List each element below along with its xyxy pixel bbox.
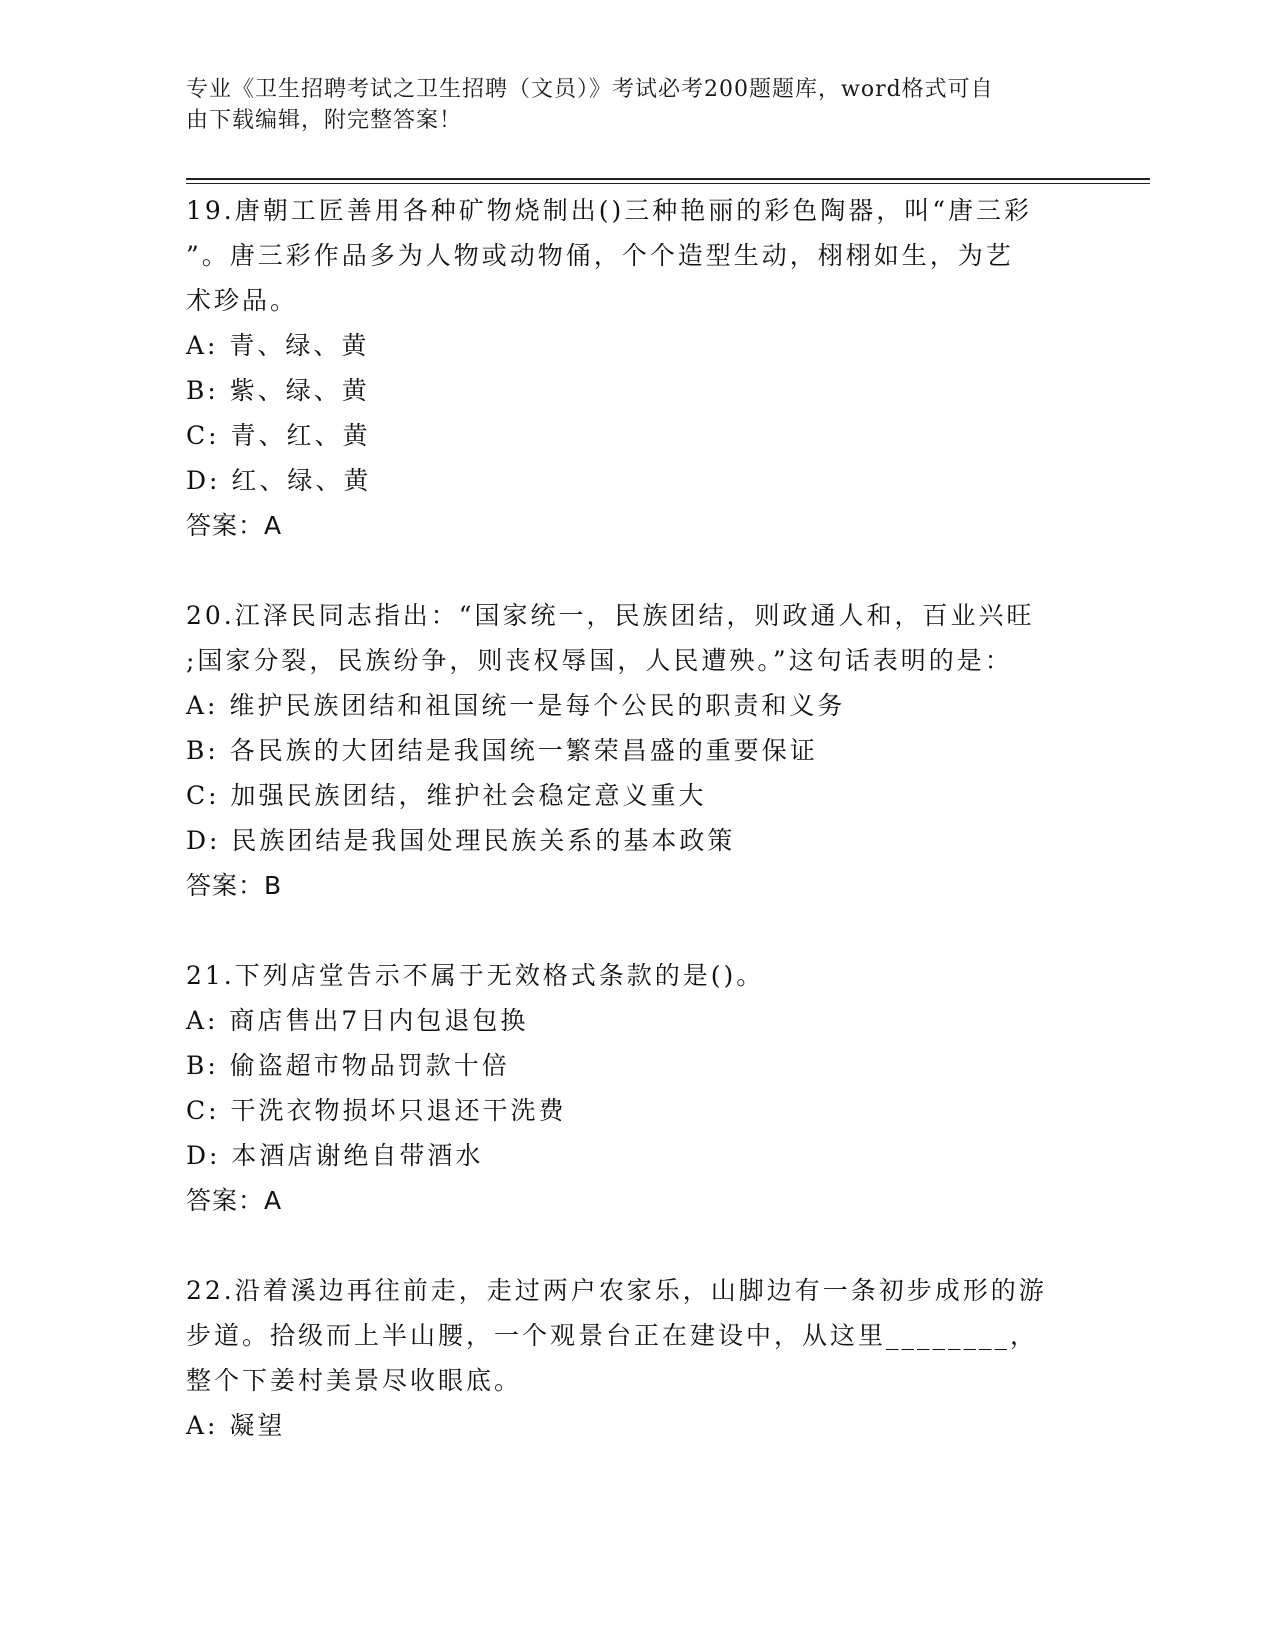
question-stem-line: ;国家分裂，民族纷争，则丧权辱国，人民遭殃。”这句话表明的是： <box>186 646 1013 675</box>
question-stem-line: 步道。拾级而上半山腰，一个观景台正在建设中，从这里________， <box>186 1321 1039 1350</box>
question-stem-line: 19.唐朝工匠善用各种矿物烧制出()三种艳丽的彩色陶器，叫“唐三彩 <box>186 196 1033 225</box>
question-stem-line: 术珍品。 <box>186 286 299 315</box>
option-b: B: 各民族的大团结是我国统一繁荣昌盛的重要保证 <box>186 736 818 765</box>
question-stem-line: ”。唐三彩作品多为人物或动物俑，个个造型生动，栩栩如生，为艺 <box>186 241 1014 270</box>
option-a: A: 凝望 <box>186 1411 286 1440</box>
question-spacer <box>186 908 1086 953</box>
question-19 <box>186 188 1086 548</box>
option-a: A: 维护民族团结和祖国统一是每个公民的职责和义务 <box>186 691 846 720</box>
option-d: D: 本酒店谢绝自带酒水 <box>186 1141 484 1170</box>
option-b: B: 紫、绿、黄 <box>186 376 370 405</box>
question-spacer <box>186 548 1086 593</box>
answer-label: 答案：A <box>186 1186 283 1215</box>
header-divider-thick <box>186 178 1150 180</box>
option-d: D: 红、绿、黄 <box>186 466 372 495</box>
question-stem-line: 22.沿着溪边再往前走，走过两户农家乐，山脚边有一条初步成形的游 <box>186 1276 1047 1305</box>
header-divider-thin <box>186 183 1150 184</box>
question-stem-line: 21.下列店堂告示不属于无效格式条款的是()。 <box>186 961 765 990</box>
answer-label: 答案：B <box>186 871 283 900</box>
header-line-2: 由下载编辑，附完整答案！ <box>186 108 463 133</box>
question-20 <box>186 593 1086 908</box>
option-a: A: 青、绿、黄 <box>186 331 370 360</box>
option-d: D: 民族团结是我国处理民族关系的基本政策 <box>186 826 736 855</box>
question-list <box>186 188 1086 1448</box>
question-21 <box>186 953 1086 1223</box>
question-spacer <box>186 1223 1086 1268</box>
question-stem-line: 20.江泽民同志指出：“国家统一，民族团结，则政通人和，百业兴旺 <box>186 601 1035 630</box>
option-b: B: 偷盗超市物品罚款十倍 <box>186 1051 510 1080</box>
header-line-1: 专业《卫生招聘考试之卫生招聘（文员）》考试必考200题题库，word格式可自 <box>186 77 994 102</box>
option-c: C: 青、红、黄 <box>186 421 371 450</box>
document-header <box>186 74 1066 136</box>
option-a: A: 商店售出7日内包退包换 <box>186 1006 529 1035</box>
option-c: C: 干洗衣物损坏只退还干洗费 <box>186 1096 567 1125</box>
question-22 <box>186 1268 1086 1448</box>
answer-label: 答案：A <box>186 511 283 540</box>
question-stem-line: 整个下姜村美景尽收眼底。 <box>186 1366 523 1395</box>
option-c: C: 加强民族团结，维护社会稳定意义重大 <box>186 781 707 810</box>
